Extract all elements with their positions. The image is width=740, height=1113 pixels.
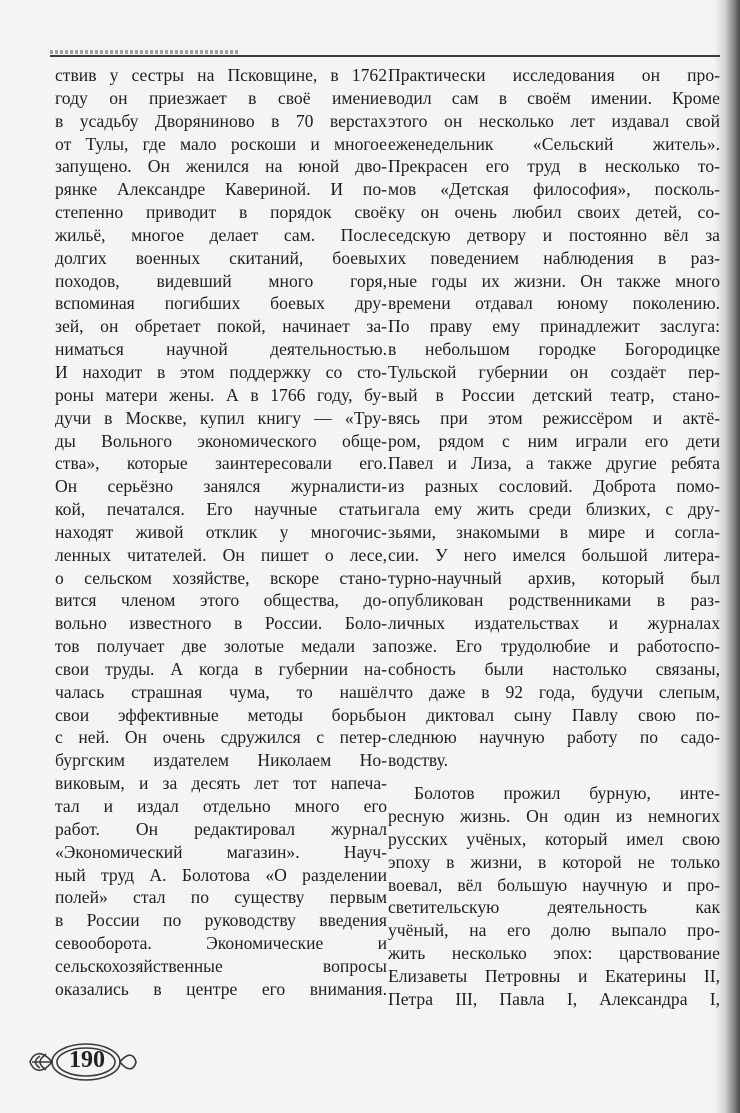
- text-line: турно-научный архив, который был: [388, 567, 720, 588]
- text-line: учёный, на его долю выпало про-: [388, 920, 720, 941]
- text-line: водству.: [388, 750, 449, 771]
- text-line: тов получает две золотые медали за: [55, 636, 387, 657]
- text-line: ные годы их жизни. Он также много: [388, 270, 720, 291]
- text-line: полей» стал по существу первым: [55, 887, 387, 908]
- text-line: зьями, знакомыми в мире и согла-: [388, 521, 720, 542]
- text-line: следнюю научную работу по садо-: [388, 727, 720, 748]
- text-line: ниматься научной деятельностью.: [55, 339, 387, 360]
- text-line: сии. У него имелся большой литера-: [388, 544, 720, 565]
- text-line: от Тулы, где мало роскоши и многое: [55, 133, 387, 154]
- text-line: И находит в этом поддержку со сто-: [55, 361, 387, 382]
- text-line: их поведением наблюдения в раз-: [388, 247, 720, 268]
- text-line: свои труды. А когда в губернии на-: [55, 658, 387, 679]
- text-line: роны матери жены. А в 1766 году, бу-: [55, 384, 387, 405]
- text-line: ствив у сестры на Псковщине, в 1762: [55, 65, 387, 85]
- text-line: работ. Он редактировал журнал: [55, 818, 387, 839]
- text-line: севооборота. Экономические и: [55, 933, 387, 954]
- text-line: в России по руководству введения: [55, 910, 387, 931]
- text-line: вольно известного в России. Боло-: [55, 613, 387, 634]
- text-line: Практически исследования он про-: [388, 65, 720, 85]
- text-line: вится членом этого общества, до-: [55, 590, 387, 611]
- text-line: водил сам в своём имении. Кроме: [388, 87, 720, 108]
- text-line: свои эффективные методы борьбы: [55, 704, 387, 725]
- text-line: рянке Александре Кавериной. И по-: [55, 179, 387, 200]
- text-line: чалась страшная чума, то нашёл: [55, 681, 387, 702]
- text-line: что даже в 92 года, будучи слепым,: [388, 681, 720, 702]
- text-line: эпоху в жизни, в которой не только: [388, 851, 720, 872]
- text-line: Прекрасен его труд в несколько то-: [388, 156, 720, 177]
- text-line: тал и издал отдельно много его: [55, 796, 387, 816]
- text-line: ды Вольного экономического обще-: [55, 430, 387, 451]
- right-text-column: [388, 64, 720, 1011]
- text-line: этого он несколько лет издавал свой: [388, 110, 720, 131]
- text-line: позже. Его трудолюбие и работоспо-: [388, 636, 720, 657]
- text-line: находят живой отклик у многочис-: [55, 521, 387, 542]
- text-line: еженедельник «Сельский житель».: [388, 133, 720, 154]
- text-line: вясь при этом режиссёром и актё-: [388, 407, 720, 428]
- text-line: собность были настолько связаны,: [388, 658, 720, 679]
- text-line: Петра III, Павла I, Александра I,: [388, 988, 720, 1009]
- text-line: русских учёных, который имел свою: [388, 828, 720, 849]
- text-line: о сельском хозяйстве, вскоре стано-: [55, 567, 387, 588]
- text-line: долгих военных скитаний, боевых: [55, 247, 387, 268]
- text-line: светительскую деятельность как: [388, 897, 720, 918]
- text-line: зей, он обретает покой, начинает за-: [55, 316, 387, 337]
- text-line: он диктовал сыну Павлу свою по-: [388, 704, 720, 725]
- text-line: седскую детвору и постоянно вёл за: [388, 224, 720, 245]
- text-line: ром, рядом с ним играли его дети: [388, 430, 720, 451]
- text-line: виковым, и за десять лет тот напеча-: [55, 773, 387, 794]
- text-line: воевал, вёл большую научную и про-: [388, 874, 720, 895]
- left-text-column: [55, 64, 387, 1001]
- text-line: в усадьбу Дворяниново в 70 верстах: [55, 110, 387, 131]
- text-line: гала ему жить среди близких, с дру-: [388, 499, 720, 520]
- text-line: Болотов прожил бурную, инте-: [414, 783, 720, 804]
- text-line: ку он очень любил своих детей, со-: [388, 202, 720, 223]
- text-line: жильё, многое делает сам. После: [55, 224, 387, 245]
- text-line: ресную жизнь. Он один из немногих: [388, 806, 720, 826]
- text-line: По праву ему принадлежит заслуга:: [388, 316, 720, 337]
- text-line: ства», которые заинтересовали его.: [55, 453, 387, 474]
- text-line: в небольшом городке Богородицке: [388, 339, 720, 360]
- text-line: «Экономический магазин». Науч-: [55, 841, 387, 862]
- text-line: кой, печатался. Его научные статьи: [55, 499, 387, 520]
- page-number-ornament: [28, 1040, 138, 1084]
- text-line: с ней. Он очень сдружился с петер-: [55, 727, 387, 748]
- text-line: степенно приводит в порядок своё: [55, 202, 387, 223]
- text-line: Тульской губернии он создаёт пер-: [388, 361, 720, 382]
- text-line: запущено. Он женился на юной дво-: [55, 156, 387, 177]
- text-line: Елизаветы Петровны и Екатерины II,: [388, 965, 720, 986]
- text-line: бургским издателем Николаем Но-: [55, 750, 387, 771]
- text-line: походов, видевший много горя,: [55, 270, 387, 291]
- text-line: вспоминая погибших боевых дру-: [55, 293, 387, 314]
- text-line: дучи в Москве, купил книгу — «Тру-: [55, 407, 387, 428]
- text-line: времени отдавал юному поколению.: [388, 293, 720, 314]
- text-line: сельскохозяйственные вопросы: [55, 955, 387, 976]
- text-line: ный труд А. Болотова «О разделении: [55, 864, 387, 885]
- text-line: оказались в центре его внимания.: [55, 978, 387, 999]
- page-number: 190: [69, 1047, 105, 1073]
- header-rule: [50, 55, 720, 57]
- text-line: опубликован родственниками в раз-: [388, 590, 720, 611]
- text-line: году он приезжает в своё имение: [55, 87, 387, 108]
- text-line: жить несколько эпох: царствование: [388, 943, 720, 964]
- text-line: Павел и Лиза, а также другие ребята: [388, 453, 720, 474]
- text-line: Он серьёзно занялся журналисти-: [55, 476, 387, 497]
- text-line: из разных сословий. Доброта помо-: [388, 476, 720, 497]
- text-line: мов «Детская философия», посколь-: [388, 179, 720, 200]
- text-line: личных издательствах и журналах: [388, 613, 720, 634]
- text-line: ленных читателей. Он пишет о лесе,: [55, 544, 387, 565]
- header-ornament: [50, 50, 240, 54]
- text-line: вый в России детский театр, стано-: [388, 384, 720, 405]
